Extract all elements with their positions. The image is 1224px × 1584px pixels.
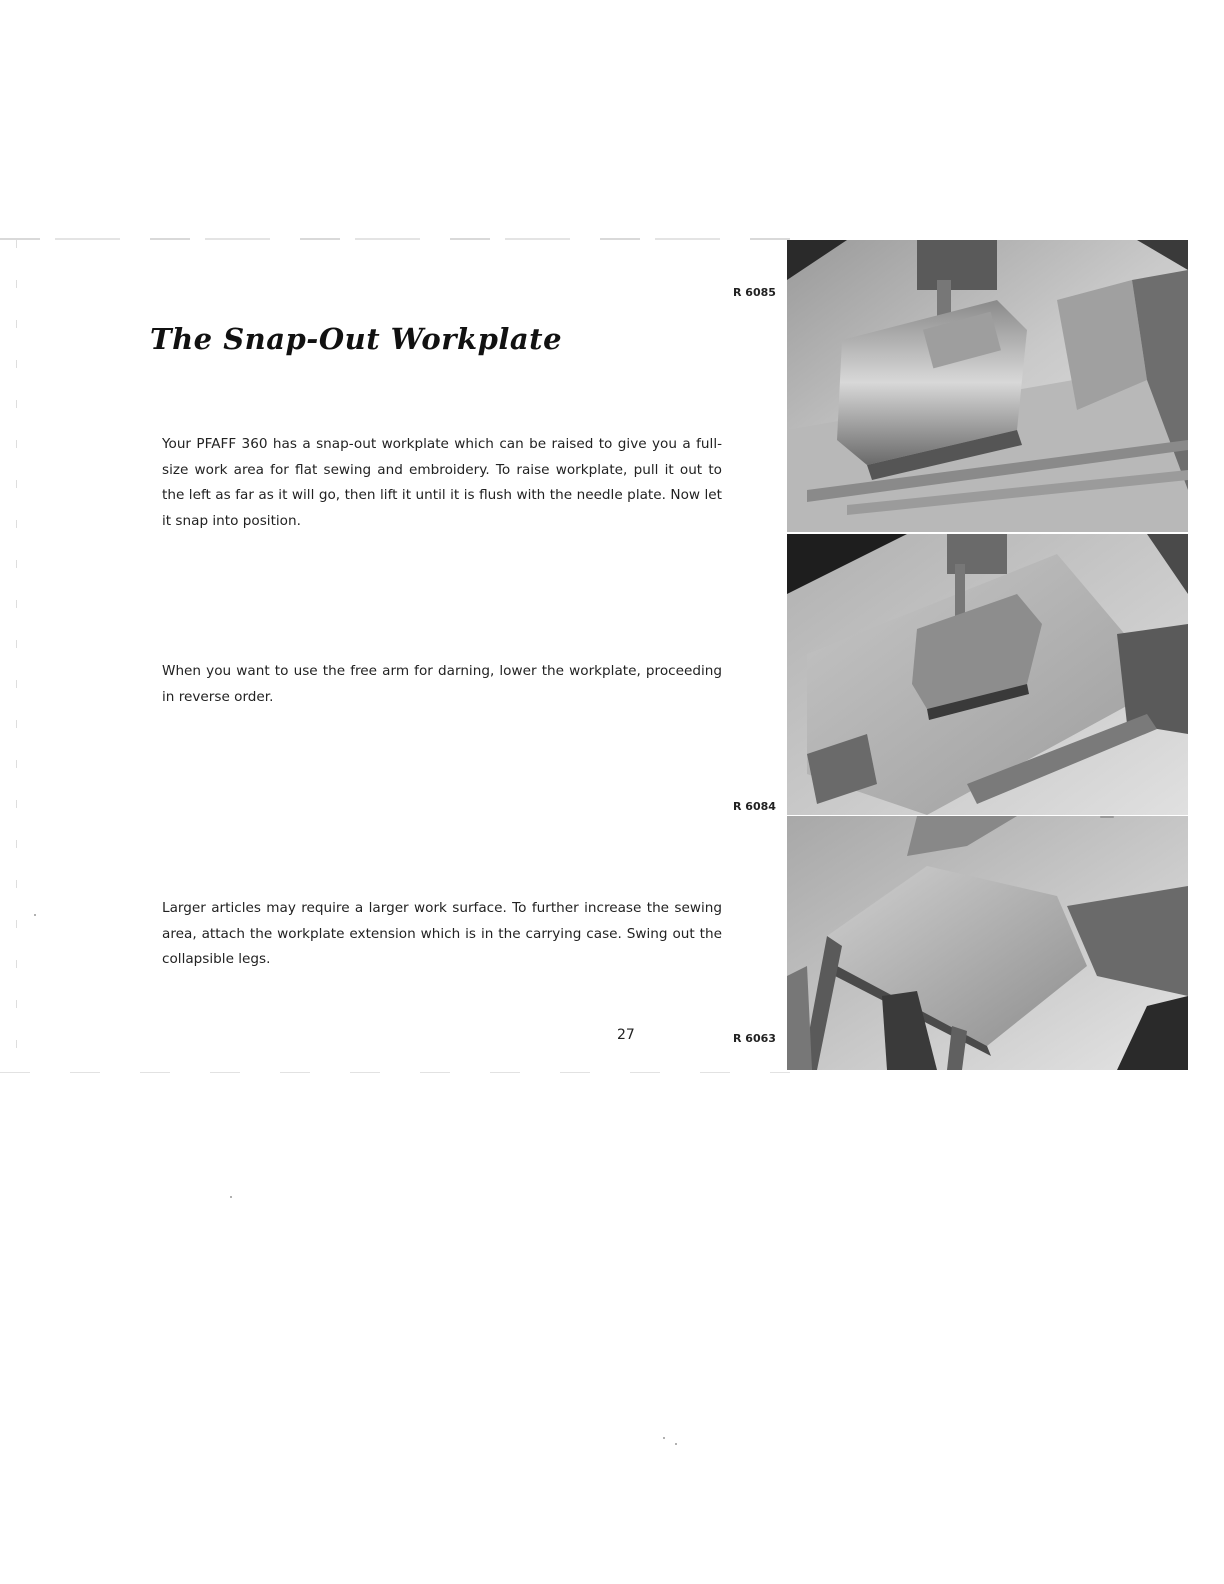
scan-speck	[34, 914, 36, 916]
photo-workplate-extension	[787, 816, 1188, 1070]
page-title: The Snap-Out Workplate	[150, 322, 563, 356]
paragraph-raise-workplate: Your PFAFF 360 has a snap-out workplate which can be raised to give you a full-size work area for flat sewing and embroidery. To raise workplate, pull it out to the left as far as it will go, then lift it until it is flush with the needle plate. Now let it snap into position.	[162, 436, 722, 529]
photo-workplate-raised	[787, 534, 1188, 815]
figure-ref-3: R 6063	[733, 1032, 776, 1045]
scan-speck	[230, 1196, 232, 1198]
photo-sewing-machine-free-arm	[787, 240, 1188, 532]
scan-speck	[675, 1443, 677, 1445]
scan-speck	[663, 1437, 665, 1439]
page-number: 27	[617, 1027, 635, 1043]
figure-ref-1: R 6085	[733, 286, 776, 299]
scan-edge-left	[16, 240, 17, 1072]
paragraph-lower-workplate: When you want to use the free arm for darning, lower the workplate, proceeding in reverse order.	[162, 663, 722, 705]
scan-edge-top	[0, 238, 790, 240]
paragraph-workplate-extension: Larger articles may require a larger work surface. To further increase the sewing area, attach the workplate extension which is in the carrying case. Swing out the collapsible legs.	[162, 900, 722, 967]
figure-ref-2: R 6084	[733, 800, 776, 813]
scan-edge-bottom	[0, 1072, 790, 1073]
scan-speck	[1100, 816, 1114, 818]
